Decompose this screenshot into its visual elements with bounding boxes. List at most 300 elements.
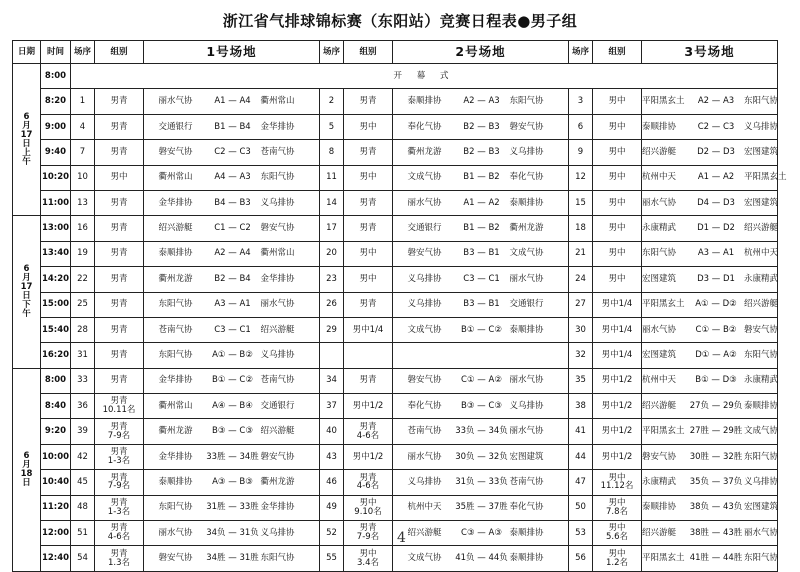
- team-b: 义乌排协: [260, 350, 295, 361]
- match-order-3: 44: [569, 444, 593, 469]
- match-3: [642, 521, 778, 546]
- group-line: 男中: [359, 273, 377, 284]
- team-a: 义乌排协: [407, 273, 442, 284]
- match-slot: B2 — B4: [214, 273, 251, 284]
- match-slot: C3 — C1: [463, 273, 500, 284]
- match-order-2: 49: [320, 495, 344, 520]
- time-cell: 13:00: [41, 216, 71, 241]
- date-char: 日: [22, 291, 31, 302]
- match-order-2: 2: [320, 89, 344, 114]
- match-1: [144, 165, 320, 190]
- team-a: 绍兴游艇: [407, 527, 442, 538]
- group-line: 1-3名: [107, 456, 131, 467]
- header-order-3: 场序: [569, 41, 593, 64]
- match-group-3: [593, 546, 642, 571]
- match-3: [642, 216, 778, 241]
- team-a: 磐安气协: [642, 451, 677, 462]
- group-line: 男青: [359, 96, 377, 107]
- group-line: 男青: [110, 548, 128, 559]
- match-group-1: [95, 165, 144, 190]
- group-line: 7-9名: [107, 481, 131, 492]
- group-line: 男青: [110, 146, 128, 157]
- match-1: [144, 368, 320, 393]
- match-3: [642, 165, 787, 190]
- team-a: 金华排协: [158, 451, 193, 462]
- match-slot: A1 — A2: [697, 172, 735, 183]
- match-1: [144, 292, 320, 317]
- team-a: 奉化气协: [407, 400, 442, 411]
- group-line: 7-9名: [107, 430, 131, 441]
- match-slot: B① — D③: [695, 375, 737, 386]
- match-group-2: [344, 190, 393, 215]
- schedule-body: [13, 64, 787, 572]
- match-slot: 27胜 — 29胜: [689, 426, 743, 437]
- match-group-3: [593, 216, 642, 241]
- match-order-3: 3: [569, 89, 593, 114]
- match-group-3: [593, 140, 642, 165]
- group-line: 9.10名: [354, 506, 382, 517]
- match-order-2: 14: [320, 190, 344, 215]
- group-line: 男青: [359, 223, 377, 234]
- team-a: 杭州中天: [407, 502, 442, 513]
- team-b: 交通银行: [260, 400, 295, 411]
- team-a: 交通银行: [158, 121, 193, 132]
- table-row: [13, 292, 778, 317]
- match-slot: 33负 — 34负: [455, 426, 508, 437]
- match-group-3: [593, 114, 642, 139]
- match-group-3: [593, 241, 642, 266]
- page-title: 浙江省气排球锦标赛（东阳站）竞赛日程表●男子组: [222, 12, 578, 30]
- group-line: 男中1/2: [352, 451, 384, 462]
- match-1: [144, 444, 320, 469]
- team-b: 宏图建筑: [744, 197, 779, 208]
- table-row: [13, 546, 778, 571]
- group-line: 4-6名: [356, 430, 380, 441]
- team-a: 苍南气协: [158, 324, 193, 335]
- time-cell: 15:00: [41, 292, 71, 317]
- match-order-3: 53: [569, 521, 593, 546]
- group-line: 男中1/2: [352, 400, 384, 411]
- time-cell: 8:40: [41, 394, 71, 419]
- team-a: 磐安气协: [158, 553, 193, 564]
- match-2: [393, 241, 569, 266]
- team-b: 宏图建筑: [744, 146, 779, 157]
- team-b: 磐安气协: [260, 223, 295, 234]
- team-a: 东阳气协: [158, 502, 193, 513]
- match-order-3: 15: [569, 190, 593, 215]
- match-2: [393, 521, 569, 546]
- team-a: 文成气协: [407, 172, 442, 183]
- team-b: 义乌排协: [509, 146, 544, 157]
- group-line: 男中: [110, 172, 128, 183]
- match-2: [393, 394, 569, 419]
- match-2: [393, 140, 569, 165]
- match-order-1: 10: [71, 165, 95, 190]
- match-group-2: [344, 140, 393, 165]
- team-a: 丽水气协: [407, 197, 442, 208]
- table-row: [13, 140, 778, 165]
- header-venue-3: 3号场地: [642, 41, 778, 64]
- match-group-2: [344, 114, 393, 139]
- group-line: 男青: [110, 375, 128, 386]
- group-line: 男中: [359, 172, 377, 183]
- match-order-3: 56: [569, 546, 593, 571]
- match-group-3: [593, 470, 642, 495]
- team-b: 平阳黑玄土: [744, 172, 787, 183]
- match-slot: D3 — D1: [697, 273, 735, 284]
- team-b: 绍兴游艇: [260, 324, 295, 335]
- group-line: 11.12名: [600, 481, 634, 492]
- team-a: 磐安气协: [407, 248, 442, 259]
- match-group-1: [95, 394, 144, 419]
- match-group-3: [593, 521, 642, 546]
- match-group-1: [95, 292, 144, 317]
- team-b: 宏图建筑: [744, 502, 779, 513]
- team-b: 泰顺排协: [509, 553, 544, 564]
- match-3: [642, 343, 778, 368]
- match-order-3: 35: [569, 368, 593, 393]
- match-order-2: 11: [320, 165, 344, 190]
- group-line: 男青: [359, 523, 377, 534]
- match-order-1: 28: [71, 317, 95, 342]
- table-row: [13, 89, 778, 114]
- time-cell: 15:40: [41, 317, 71, 342]
- date-char: 18: [20, 468, 33, 479]
- header-venue-1: 1号场地: [144, 41, 320, 64]
- match-order-3: 6: [569, 114, 593, 139]
- group-line: 男中: [359, 548, 377, 559]
- group-line: 男青: [110, 396, 128, 407]
- match-order-2: 34: [320, 368, 344, 393]
- match-group-3: [593, 190, 642, 215]
- header-order-2: 场序: [320, 41, 344, 64]
- table-row: [13, 470, 778, 495]
- team-a: 文成气协: [407, 324, 442, 335]
- table-row: [13, 394, 778, 419]
- group-line: 3.4名: [356, 557, 380, 568]
- empty-group-2: [344, 343, 393, 368]
- match-group-1: [95, 546, 144, 571]
- team-a: 泰顺排协: [158, 248, 193, 259]
- group-line: 男青: [359, 472, 377, 483]
- group-line: 5.6名: [605, 532, 629, 543]
- team-b: 丽水气协: [744, 527, 779, 538]
- group-line: 男中: [359, 497, 377, 508]
- team-a: 丽水气协: [642, 197, 677, 208]
- match-1: [144, 190, 320, 215]
- group-line: 男青: [110, 197, 128, 208]
- match-order-2: 26: [320, 292, 344, 317]
- group-line: 男青: [110, 96, 128, 107]
- table-row: [13, 241, 778, 266]
- match-group-3: [593, 267, 642, 292]
- date-char: 6: [23, 264, 30, 275]
- header-group-1: 组别: [95, 41, 144, 64]
- team-b: 东阳气协: [260, 172, 295, 183]
- table-row: [13, 343, 778, 368]
- team-b: 奉化气协: [509, 172, 544, 183]
- match-slot: B3 — B1: [463, 299, 500, 310]
- time-cell: 9:40: [41, 140, 71, 165]
- team-a: 衢州常山: [158, 400, 193, 411]
- match-slot: 41负 — 44负: [455, 553, 508, 564]
- team-b: 泰顺排协: [509, 324, 544, 335]
- team-b: 义乌排协: [260, 527, 295, 538]
- team-a: 苍南气协: [407, 426, 442, 437]
- time-cell: 10:00: [41, 444, 71, 469]
- match-2: [393, 317, 569, 342]
- match-2: [393, 114, 569, 139]
- group-line: 4-6名: [356, 481, 380, 492]
- match-order-1: 42: [71, 444, 95, 469]
- match-1: [144, 546, 320, 571]
- match-slot: B3 — B1: [463, 248, 500, 259]
- group-line: 男青: [110, 350, 128, 361]
- match-2: [393, 495, 569, 520]
- opening-ceremony: 开 幕 式: [71, 64, 778, 89]
- group-line: 男中1/2: [601, 400, 633, 411]
- team-a: 永康精武: [642, 476, 677, 487]
- match-order-3: 41: [569, 419, 593, 444]
- team-b: 苍南气协: [509, 476, 544, 487]
- match-group-3: [593, 165, 642, 190]
- team-a: 绍兴游艇: [642, 146, 677, 157]
- header-order-1: 场序: [71, 41, 95, 64]
- team-a: 衢州龙游: [158, 273, 193, 284]
- match-slot: B2 — B3: [463, 146, 500, 157]
- match-order-3: 21: [569, 241, 593, 266]
- table-row: [13, 165, 778, 190]
- table-row: [13, 495, 778, 520]
- match-slot: A3 — A1: [214, 299, 251, 310]
- match-order-1: 7: [71, 140, 95, 165]
- group-line: 男中: [608, 497, 626, 508]
- match-order-1: 1: [71, 89, 95, 114]
- match-slot: A2 — A3: [463, 96, 500, 107]
- match-slot: D① — A②: [695, 350, 737, 361]
- match-1: [144, 470, 320, 495]
- team-a: 丽水气协: [158, 527, 193, 538]
- match-slot: 30负 — 32负: [455, 451, 508, 462]
- team-a: 衢州龙游: [158, 426, 193, 437]
- team-a: 丽水气协: [158, 96, 193, 107]
- date-char: 17: [20, 129, 33, 140]
- match-slot: 31负 — 33负: [455, 476, 508, 487]
- match-slot: C③ — A③: [461, 527, 502, 538]
- group-line: 男中: [608, 273, 626, 284]
- match-group-2: [344, 546, 393, 571]
- match-2: [393, 444, 569, 469]
- team-b: 磐安气协: [744, 324, 779, 335]
- match-3: [642, 140, 778, 165]
- table-row: [13, 317, 778, 342]
- match-group-2: [344, 495, 393, 520]
- group-line: 4-6名: [107, 532, 131, 543]
- match-order-2: 46: [320, 470, 344, 495]
- table-row: [13, 216, 778, 241]
- team-b: 磐安气协: [260, 451, 295, 462]
- match-order-3: 9: [569, 140, 593, 165]
- match-slot: B① — C②: [461, 324, 502, 335]
- match-slot: 35胜 — 37胜: [455, 502, 508, 513]
- date-char: 日: [22, 477, 31, 488]
- match-order-2: 17: [320, 216, 344, 241]
- schedule-table: [12, 40, 787, 572]
- match-slot: 38负 — 43负: [689, 502, 743, 513]
- page-mark: 4: [397, 530, 406, 546]
- match-group-3: [593, 495, 642, 520]
- group-line: 男青: [110, 248, 128, 259]
- time-cell: 16:20: [41, 343, 71, 368]
- date-char: 午: [22, 308, 31, 319]
- group-line: 男中: [608, 197, 626, 208]
- team-b: 丽水气协: [509, 426, 544, 437]
- match-1: [144, 317, 320, 342]
- match-slot: A2 — A4: [214, 248, 251, 259]
- team-a: 奉化气协: [407, 121, 442, 132]
- match-1: [144, 241, 320, 266]
- group-line: 男青: [110, 223, 128, 234]
- match-slot: A① — D②: [695, 299, 737, 310]
- match-order-3: 27: [569, 292, 593, 317]
- team-a: 平阳黑玄土: [642, 96, 685, 107]
- match-slot: A① — B②: [212, 350, 253, 361]
- match-order-3: 50: [569, 495, 593, 520]
- group-line: 男青: [110, 121, 128, 132]
- empty-order-2: [320, 343, 344, 368]
- match-group-1: [95, 140, 144, 165]
- team-b: 丽水气协: [260, 299, 295, 310]
- match-group-3: [593, 317, 642, 342]
- match-group-3: [593, 394, 642, 419]
- group-line: 男中: [608, 472, 626, 483]
- match-slot: A3 — A1: [697, 248, 735, 259]
- match-slot: D4 — D3: [697, 197, 735, 208]
- team-a: 绍兴游艇: [642, 400, 677, 411]
- match-slot: 30胜 — 32胜: [689, 451, 743, 462]
- match-slot: A③ — B③: [212, 476, 253, 487]
- match-group-3: [593, 292, 642, 317]
- match-slot: 33胜 — 34胜: [206, 451, 259, 462]
- group-line: 男中1/2: [601, 375, 633, 386]
- match-group-2: [344, 89, 393, 114]
- header-date: 日期: [13, 41, 41, 64]
- match-group-3: [593, 444, 642, 469]
- group-line: 10.11名: [102, 405, 136, 416]
- match-slot: C① — A②: [461, 375, 502, 386]
- group-line: 男中: [608, 172, 626, 183]
- team-b: 交通银行: [509, 299, 544, 310]
- date-char: 日: [22, 138, 31, 149]
- match-slot: 27负 — 29负: [689, 400, 743, 411]
- match-slot: C2 — C3: [697, 121, 735, 132]
- match-group-1: [95, 114, 144, 139]
- match-slot: A1 — A2: [463, 197, 500, 208]
- match-group-3: [593, 89, 642, 114]
- match-group-2: [344, 444, 393, 469]
- header-group-2: 组别: [344, 41, 393, 64]
- match-slot: B③ — C③: [461, 400, 502, 411]
- match-1: [144, 114, 320, 139]
- team-a: 磐安气协: [407, 375, 442, 386]
- match-group-1: [95, 495, 144, 520]
- match-order-2: 23: [320, 267, 344, 292]
- match-order-3: 47: [569, 470, 593, 495]
- team-b: 衢州常山: [260, 248, 295, 259]
- match-2: [393, 165, 569, 190]
- match-order-1: 25: [71, 292, 95, 317]
- match-order-1: 13: [71, 190, 95, 215]
- time-cell: 10:40: [41, 470, 71, 495]
- header-group-3: 组别: [593, 41, 642, 64]
- match-1: [144, 521, 320, 546]
- match-order-1: 22: [71, 267, 95, 292]
- match-slot: 34胜 — 31胜: [206, 553, 259, 564]
- date-char: 月: [22, 273, 31, 284]
- team-b: 泰顺排协: [509, 527, 544, 538]
- match-slot: 31胜 — 33胜: [206, 502, 259, 513]
- match-group-1: [95, 368, 144, 393]
- match-slot: B1 — B4: [214, 121, 251, 132]
- table-row: [13, 190, 778, 215]
- team-b: 丽水气协: [509, 375, 544, 386]
- date-char: 月: [22, 120, 31, 131]
- team-b: 金华排协: [260, 121, 295, 132]
- group-line: 男中: [359, 121, 377, 132]
- match-group-2: [344, 419, 393, 444]
- group-line: 男中: [608, 146, 626, 157]
- match-3: [642, 292, 778, 317]
- team-b: 永康精武: [744, 375, 779, 386]
- date-char: 午: [22, 156, 31, 167]
- match-slot: A④ — B④: [212, 400, 253, 411]
- team-a: 平阳黑玄土: [642, 553, 685, 564]
- match-slot: 35负 — 37负: [689, 476, 743, 487]
- group-line: 男中: [608, 523, 626, 534]
- match-order-2: 20: [320, 241, 344, 266]
- match-group-1: [95, 216, 144, 241]
- match-3: [642, 267, 778, 292]
- match-group-1: [95, 521, 144, 546]
- team-a: 丽水气协: [407, 451, 442, 462]
- team-b: 义乌排协: [509, 400, 544, 411]
- match-order-1: 45: [71, 470, 95, 495]
- team-a: 衢州常山: [158, 172, 193, 183]
- match-slot: D2 — D3: [697, 146, 735, 157]
- match-group-1: [95, 444, 144, 469]
- match-order-3: 24: [569, 267, 593, 292]
- time-cell: 14:20: [41, 267, 71, 292]
- time-cell: 8:00: [41, 368, 71, 393]
- match-order-1: 19: [71, 241, 95, 266]
- match-slot: A1 — A4: [214, 96, 251, 107]
- match-order-2: 40: [320, 419, 344, 444]
- team-a: 丽水气协: [642, 324, 677, 335]
- match-group-1: [95, 419, 144, 444]
- match-group-2: [344, 317, 393, 342]
- match-order-2: 5: [320, 114, 344, 139]
- match-2: [393, 216, 569, 241]
- match-group-2: [344, 267, 393, 292]
- table-row: [13, 521, 778, 546]
- table-row: [13, 114, 778, 139]
- team-b: 苍南气协: [260, 375, 295, 386]
- team-a: 衢州龙游: [407, 146, 442, 157]
- match-order-1: 54: [71, 546, 95, 571]
- match-group-1: [95, 470, 144, 495]
- match-2: [393, 292, 569, 317]
- team-b: 奉化气协: [509, 502, 544, 513]
